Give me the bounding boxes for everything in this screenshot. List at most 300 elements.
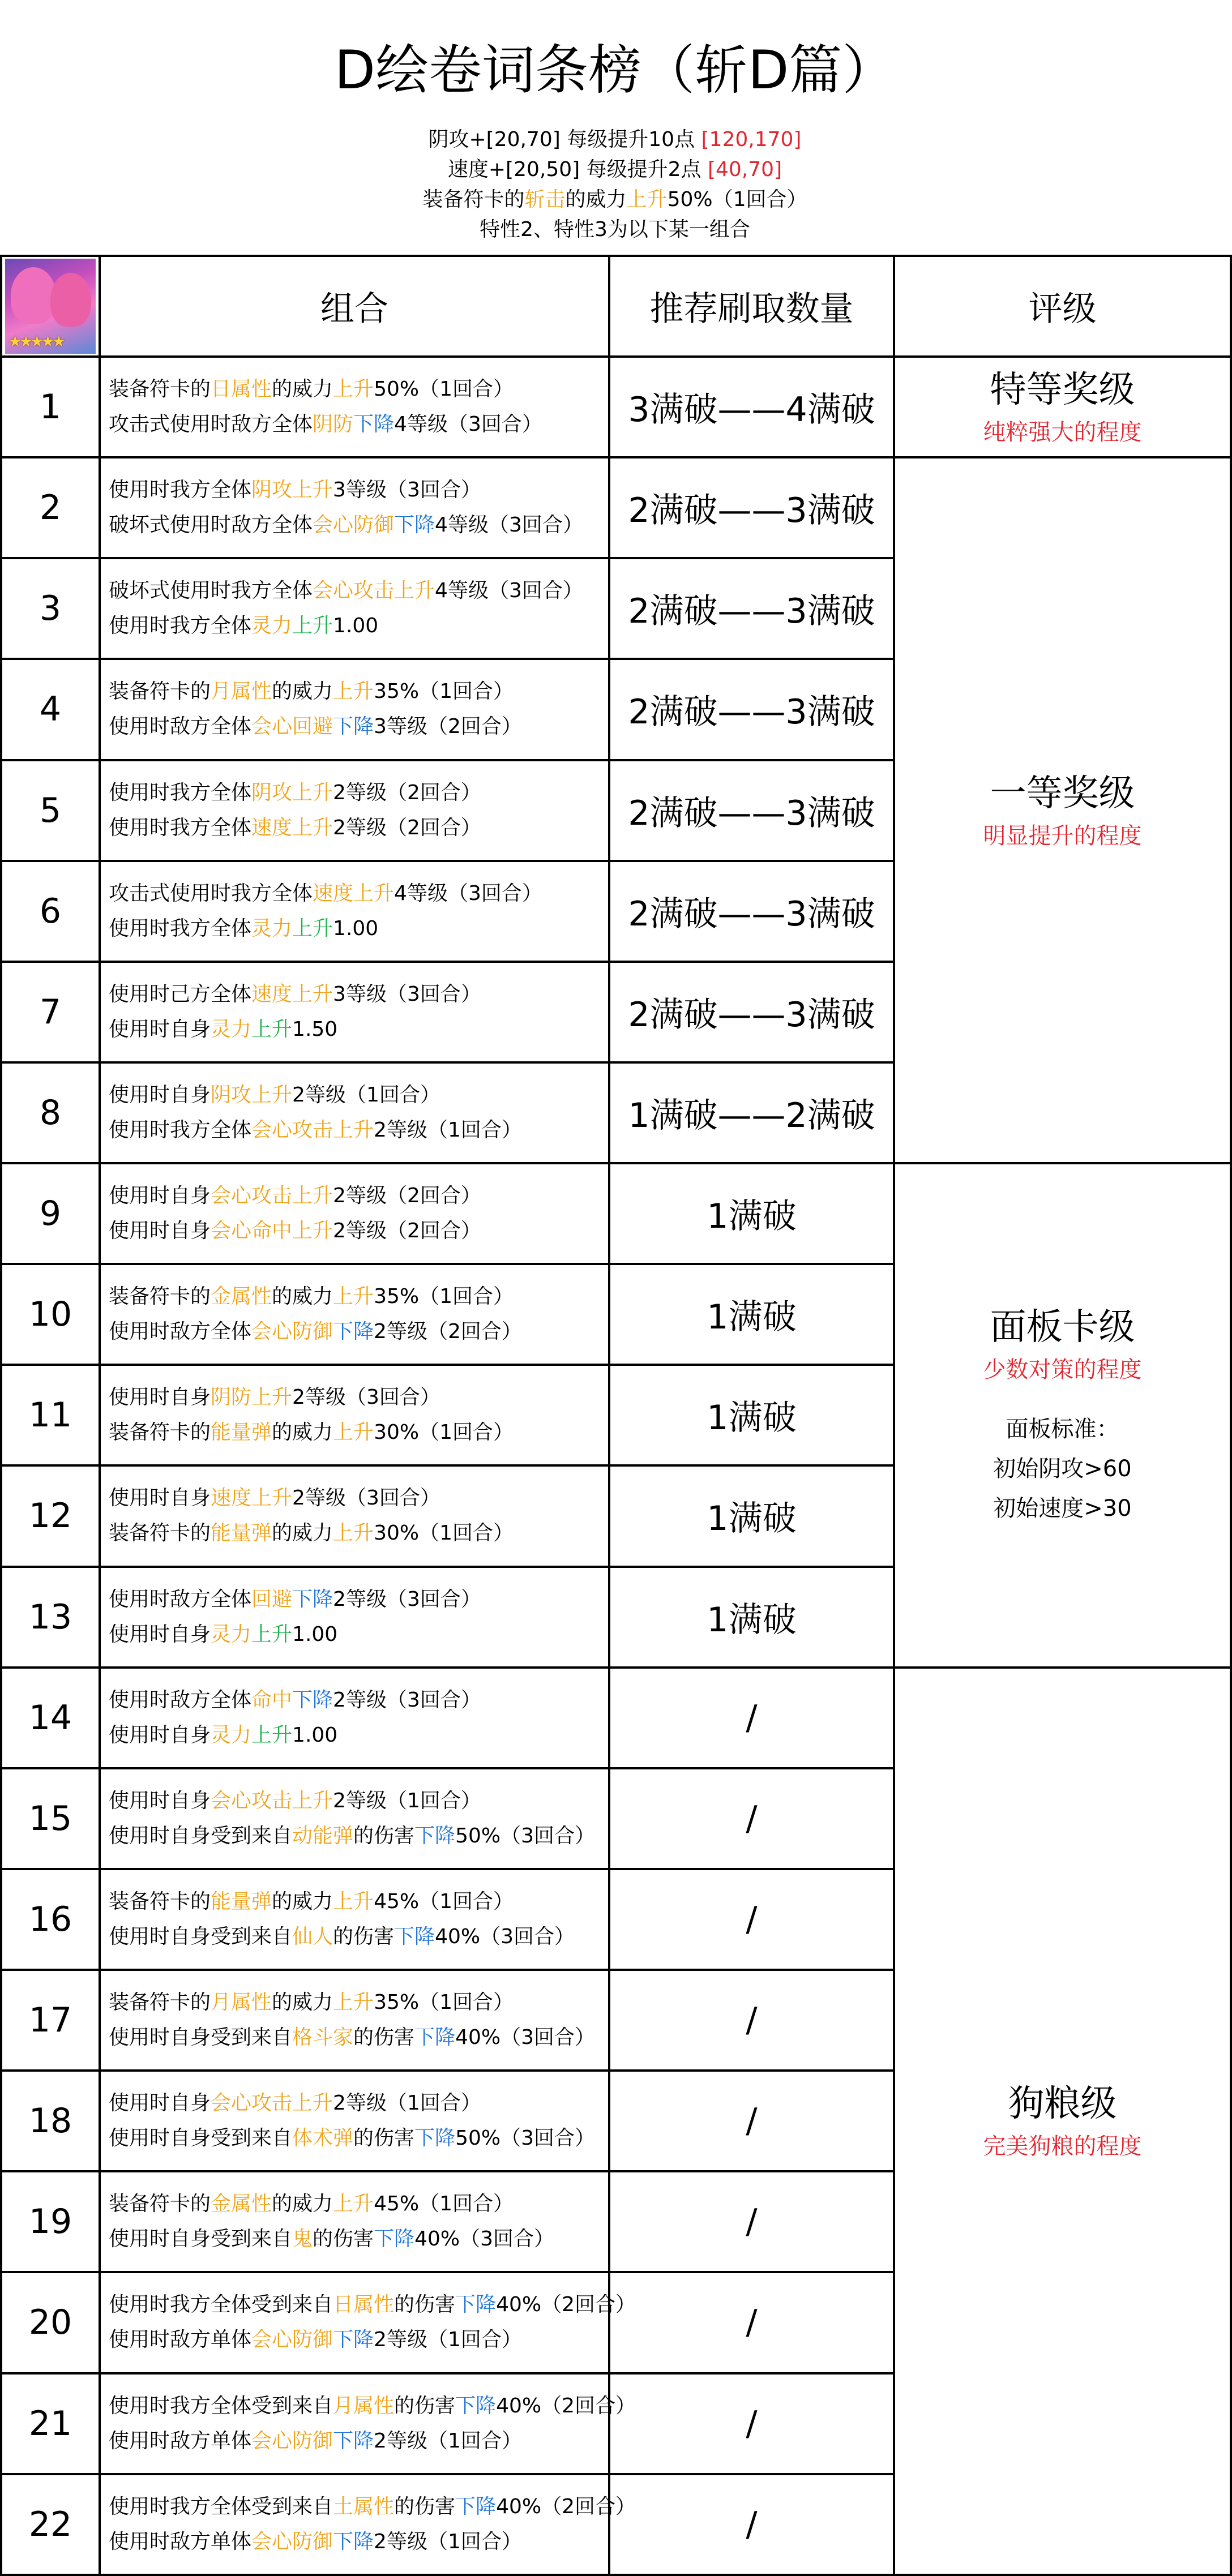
text-segment: 使用时我方全体 (109, 614, 252, 638)
text-segment: 日属性 (333, 2293, 395, 2317)
text-segment: 40%（3回合） (435, 1925, 575, 1948)
text-segment: 金属性 (211, 1285, 272, 1309)
text-segment: 阴攻+[20,70] 每级提升10点 (428, 128, 701, 151)
text-segment: 4等级（3回合） (394, 881, 542, 905)
text-segment: 速度 (251, 816, 293, 839)
row-number: 3 (1, 558, 100, 659)
combo-description (100, 1264, 609, 1365)
text-segment: 使用时敌方全体 (109, 1688, 252, 1712)
recommended-qty: 2满破——3满破 (609, 861, 894, 962)
text-segment: 上升 (292, 614, 333, 638)
text-segment: 的威力 (272, 378, 333, 401)
panel-standard-line: 初始阴攻>60 (993, 1456, 1132, 1482)
text-segment: 50%（1回合） (374, 378, 514, 401)
row-number: 18 (1, 2071, 100, 2171)
text-segment: 使用时我方全体 (109, 916, 252, 940)
combo-line (109, 1415, 608, 1450)
text-segment: 上升 (251, 1017, 293, 1041)
text-segment: 上升 (251, 1386, 293, 1409)
combo-description (100, 1163, 609, 1264)
text-segment: 阴攻 (251, 781, 293, 804)
text-segment: 上升 (292, 2091, 333, 2115)
text-segment: 使用时我方全体 (109, 478, 252, 502)
text-segment: 上升 (333, 1521, 374, 1545)
combo-description (100, 962, 609, 1062)
combo-line (109, 573, 608, 608)
text-segment: 上升 (292, 478, 333, 502)
recommended-qty: 1满破 (609, 1264, 894, 1365)
text-segment: 2等级（1回合） (374, 2328, 522, 2352)
row-number: 9 (1, 1163, 100, 1264)
text-segment: 上升 (333, 378, 374, 401)
text-segment: 的伤害 (394, 2394, 456, 2418)
text-segment: 斩击 (524, 188, 566, 211)
text-segment: 会心防御 (313, 513, 395, 537)
text-segment: 下降 (333, 715, 374, 739)
combo-description (100, 1668, 609, 1768)
text-segment: 阴防 (313, 413, 354, 436)
text-segment: 50%（1回合） (667, 188, 807, 211)
recommended-qty: 2满破——3满破 (609, 962, 894, 1062)
combo-line (109, 508, 608, 543)
grade-cell (894, 457, 1231, 1163)
text-segment: 30%（1回合） (374, 1421, 514, 1445)
table-row (1, 357, 1231, 457)
entry-ranking-table (0, 255, 1232, 2576)
text-segment: 装备符卡的 (109, 2192, 211, 2216)
combo-line (109, 1214, 608, 1249)
intro-line-2 (0, 156, 1230, 184)
text-segment: 月属性 (211, 1991, 272, 2014)
row-number: 17 (1, 1970, 100, 2071)
combo-line (109, 1617, 608, 1652)
combo-line (109, 2222, 608, 2257)
text-segment: 鬼 (292, 2227, 313, 2251)
text-segment: 下降 (333, 1320, 374, 1344)
text-segment: 下降 (455, 2494, 497, 2518)
recommended-qty: 1满破 (609, 1567, 894, 1668)
combo-description (100, 659, 609, 760)
text-segment: 使用时我方全体 (109, 1118, 252, 1142)
text-segment: 的威力 (272, 1421, 333, 1445)
text-segment: 4等级（3回合） (435, 513, 583, 537)
table-row (1, 1163, 1231, 1264)
recommended-qty: 1满破 (609, 1365, 894, 1465)
text-segment: 2等级（3回合） (333, 1688, 481, 1712)
text-segment: 使用时自身 (109, 1083, 211, 1107)
text-segment: 50%（3回合） (455, 2127, 595, 2150)
text-segment: 阴攻 (251, 478, 293, 502)
text-segment: 格斗家 (292, 2026, 354, 2050)
text-segment: 50%（3回合） (455, 1824, 595, 1848)
grade-name: 一等奖级 (990, 772, 1135, 815)
text-segment: 装备符卡的 (109, 680, 211, 704)
recommended-qty: / (609, 1768, 894, 1869)
grade-name: 特等奖级 (990, 369, 1135, 412)
recommended-qty: 2满破——3满破 (609, 457, 894, 558)
text-segment: 上升 (292, 1219, 333, 1243)
text-segment: 上升 (251, 1622, 293, 1646)
text-segment: 的伤害 (353, 2026, 415, 2050)
recommended-qty: 2满破——3满破 (609, 558, 894, 659)
text-segment: 下降 (333, 2429, 374, 2453)
table-row (1, 457, 1231, 558)
text-segment: 命中 (251, 1688, 293, 1712)
text-segment: 使用时自身 (109, 1789, 211, 1812)
combo-description (100, 1869, 609, 1970)
text-segment: 使用时我方全体 (109, 781, 252, 804)
combo-line (109, 1314, 608, 1349)
row-number: 21 (1, 2373, 100, 2474)
text-segment: 会心防御 (251, 2530, 333, 2553)
text-segment: 4等级（3回合） (435, 579, 583, 603)
text-segment: 会心攻击 (211, 2091, 293, 2115)
text-segment: 下降 (292, 1688, 333, 1712)
combo-line (109, 2524, 608, 2560)
text-segment: 上升 (251, 1083, 293, 1107)
row-number: 8 (1, 1062, 100, 1163)
text-segment: 能量弹 (211, 1521, 272, 1545)
text-segment: 的伤害 (353, 1824, 415, 1848)
text-segment: 下降 (414, 1824, 456, 1848)
text-segment: 使用时敌方全体 (109, 715, 252, 739)
text-segment: 的威力 (272, 2192, 333, 2216)
combo-line (109, 1718, 608, 1753)
text-segment: 的伤害 (333, 1925, 395, 1948)
text-segment: 2等级（3回合） (333, 1587, 481, 1611)
text-segment: 使用时我方全体受到来自 (109, 2494, 333, 2518)
grade-cell (894, 1668, 1231, 2575)
combo-description (100, 2171, 609, 2272)
grade-cell (894, 1163, 1231, 1668)
combo-description (100, 1970, 609, 2071)
text-segment: 上升 (333, 2192, 374, 2216)
combo-line (109, 2389, 636, 2424)
text-segment: 上升 (333, 1285, 374, 1309)
row-number: 20 (1, 2272, 100, 2373)
text-segment: 上升 (333, 1118, 374, 1142)
text-segment: 阴防 (211, 1386, 252, 1409)
grade-name: 狗粮级 (1008, 2083, 1117, 2125)
text-segment: 下降 (353, 413, 395, 436)
row-number: 1 (1, 357, 100, 457)
row-number: 19 (1, 2171, 100, 2272)
combo-description (100, 2474, 636, 2575)
combo-line (109, 876, 608, 911)
text-segment: 使用时自身 (109, 1184, 211, 1208)
text-segment: 会心防御 (251, 1320, 333, 1344)
text-segment: 使用时自身 (109, 1622, 211, 1646)
row-number: 7 (1, 962, 100, 1062)
text-segment: 使用时自身 (109, 1723, 211, 1747)
combo-line (109, 911, 608, 946)
text-segment: 使用时敌方全体 (109, 1587, 252, 1611)
text-segment: 使用时敌方单体 (109, 2328, 252, 2352)
combo-line (109, 1012, 608, 1047)
text-segment: 上升 (292, 916, 333, 940)
text-segment: 4等级（3回合） (394, 413, 542, 436)
text-segment: 的威力 (272, 1521, 333, 1545)
text-segment: 灵力 (251, 614, 293, 638)
text-segment: 能量弹 (211, 1421, 272, 1445)
text-segment: 使用时自身 (109, 1017, 211, 1041)
combo-line (109, 1516, 608, 1551)
text-segment: 40%（2回合） (496, 2394, 636, 2418)
text-segment: 使用时敌方全体 (109, 1320, 252, 1344)
recommended-qty: 2满破——3满破 (609, 760, 894, 861)
text-segment: 使用时自身受到来自 (109, 1925, 293, 1948)
combo-line (109, 2086, 608, 2121)
text-segment: 上升 (292, 1789, 333, 1812)
combo-line (109, 2020, 608, 2055)
combo-line (109, 811, 608, 846)
text-segment: 上升 (292, 1184, 333, 1208)
recommended-qty: 2满破——3满破 (609, 659, 894, 760)
recommended-qty: / (609, 2474, 894, 2575)
recommended-qty: / (609, 2272, 894, 2373)
text-segment: 下降 (292, 1587, 333, 1611)
text-segment: 1.00 (292, 1723, 338, 1747)
combo-line (109, 674, 608, 709)
page-title: D绘卷词条榜（斩D篇） (334, 40, 896, 101)
recommended-qty: / (609, 2373, 894, 2474)
text-segment: 上升 (353, 881, 395, 905)
combo-description (100, 1768, 609, 1869)
text-segment: 会心攻击 (211, 1789, 293, 1812)
text-segment: 40%（2回合） (496, 2494, 636, 2518)
text-segment: 装备符卡的 (109, 1991, 211, 2014)
combo-line (109, 775, 608, 811)
recommended-qty: / (609, 2171, 894, 2272)
text-segment: 45%（1回合） (374, 1889, 514, 1913)
text-segment: 会心攻击 (251, 1118, 333, 1142)
combo-description (100, 357, 609, 457)
text-segment: 灵力 (211, 1723, 252, 1747)
combo-line (109, 1481, 608, 1516)
text-segment: 速度 (251, 982, 293, 1006)
text-segment: 会心攻击 (211, 1184, 293, 1208)
row-number: 4 (1, 659, 100, 760)
text-segment: 40%（3回合） (414, 2227, 554, 2251)
text-segment: [120,170] (701, 128, 802, 151)
text-segment: 装备符卡的 (109, 1889, 211, 1913)
combo-line (109, 2287, 636, 2322)
text-segment: 2等级（1回合） (333, 2091, 481, 2115)
combo-line (109, 608, 608, 644)
combo-line (109, 1279, 608, 1314)
combo-line (109, 1113, 608, 1148)
text-segment: 下降 (414, 2026, 456, 2050)
combo-description (100, 861, 609, 962)
star-rating-icon: ★★★★★ (8, 333, 63, 350)
text-segment: 使用时我方全体受到来自 (109, 2293, 333, 2317)
text-segment: 特性2、特性3为以下某一组合 (480, 218, 750, 241)
text-segment: 40%（2回合） (496, 2293, 636, 2317)
text-segment: 3等级（3回合） (333, 982, 481, 1006)
header-combo: 组合 (100, 256, 609, 357)
panel-standard-line: 面板标准： (1006, 1416, 1119, 1443)
combo-description (100, 2373, 636, 2474)
text-segment: 速度 (211, 1486, 252, 1510)
text-segment: 2等级（3回合） (292, 1386, 440, 1409)
combo-line (109, 2322, 608, 2358)
text-segment: 使用时自身 (109, 1386, 211, 1409)
text-segment: 3等级（2回合） (374, 715, 522, 739)
text-segment: 使用时自身受到来自 (109, 2127, 293, 2150)
text-segment: 上升 (333, 1991, 374, 2014)
combo-line (109, 1380, 608, 1415)
text-segment: 下降 (333, 2328, 374, 2352)
text-segment: 35%（1回合） (374, 680, 514, 704)
text-segment: 1.00 (292, 1622, 338, 1646)
text-segment: 的威力 (565, 188, 627, 211)
text-segment: 使用时己方全体 (109, 982, 252, 1006)
text-segment: 的威力 (272, 1991, 333, 2014)
intro-line-4 (0, 216, 1230, 244)
text-segment: 速度 (313, 881, 354, 905)
text-segment: 攻击式使用时我方全体 (109, 881, 313, 905)
text-segment: 30%（1回合） (374, 1521, 514, 1545)
text-segment: 的伤害 (394, 2293, 456, 2317)
text-segment: 破坏式使用时我方全体 (109, 579, 313, 603)
text-segment: 上升 (292, 982, 333, 1006)
avatar-cell (1, 256, 100, 357)
text-segment: 能量弹 (211, 1889, 272, 1913)
text-segment: 40%（3回合） (455, 2026, 595, 2050)
grade-name: 面板卡级 (990, 1306, 1135, 1349)
text-segment: 装备符卡的 (109, 1421, 211, 1445)
panel-standard-line: 初始速度>30 (993, 1495, 1132, 1522)
combo-description (100, 760, 609, 861)
recommended-qty: 1满破 (609, 1163, 894, 1264)
text-segment: 45%（1回合） (374, 2192, 514, 2216)
text-segment: 2等级（1回合） (374, 1118, 522, 1142)
combo-line (109, 1985, 608, 2020)
text-segment: 上升 (292, 781, 333, 804)
combo-line (109, 407, 608, 442)
row-number: 15 (1, 1768, 100, 1869)
text-segment: 攻击式使用时敌方全体 (109, 413, 313, 436)
header-qty: 推荐刷取数量 (609, 256, 894, 357)
text-segment: 2等级（2回合） (333, 781, 481, 804)
combo-line (109, 2187, 608, 2222)
text-segment: 的伤害 (353, 2127, 415, 2150)
text-segment: 2等级（1回合） (292, 1083, 440, 1107)
row-number: 22 (1, 2474, 100, 2575)
text-segment: 使用时敌方单体 (109, 2530, 252, 2553)
table-header-row (1, 256, 1231, 357)
text-segment: 上升 (292, 816, 333, 839)
combo-line (109, 1582, 608, 1617)
combo-line (109, 1884, 608, 1919)
text-segment: 体术弹 (292, 2127, 354, 2150)
text-segment: 的威力 (272, 1889, 333, 1913)
text-segment: 使用时我方全体 (109, 816, 252, 839)
row-number: 11 (1, 1365, 100, 1465)
text-segment: 下降 (455, 2394, 497, 2418)
text-segment: 使用时自身 (109, 1486, 211, 1510)
combo-line (109, 2489, 636, 2524)
text-segment: 会心攻击 (313, 579, 395, 603)
text-segment: 的威力 (272, 680, 333, 704)
text-segment: 会心回避 (251, 715, 333, 739)
text-segment: 1.00 (333, 916, 379, 940)
text-segment: 2等级（2回合） (374, 1320, 522, 1344)
combo-line (109, 372, 608, 407)
text-segment: 3等级（3回合） (333, 478, 481, 502)
text-segment: 下降 (374, 2227, 415, 2251)
text-segment: 上升 (333, 1889, 374, 1913)
combo-line (109, 2121, 608, 2156)
grade-description: 明显提升的程度 (983, 822, 1142, 849)
combo-line (109, 1919, 608, 1954)
text-segment: 装备符卡的 (109, 378, 211, 401)
combo-description (100, 1062, 609, 1163)
text-segment: 的伤害 (313, 2227, 374, 2251)
text-segment: 破坏式使用时敌方全体 (109, 513, 313, 537)
text-segment: 灵力 (211, 1017, 252, 1041)
grade-cell (894, 357, 1231, 457)
combo-line (109, 977, 608, 1012)
text-segment: 的伤害 (394, 2494, 456, 2518)
text-segment: 使用时自身 (109, 2091, 211, 2115)
recommended-qty: / (609, 2071, 894, 2171)
text-segment: 装备符卡的 (109, 1285, 211, 1309)
combo-line (109, 1178, 608, 1214)
text-segment: 使用时自身受到来自 (109, 2026, 293, 2050)
text-segment: 下降 (394, 1925, 435, 1948)
text-segment: 会心防御 (251, 2429, 333, 2453)
text-segment: 下降 (455, 2293, 497, 2317)
text-segment: 会心防御 (251, 2328, 333, 2352)
text-segment: 上升 (251, 1723, 293, 1747)
combo-description (100, 1567, 609, 1668)
text-segment: 阴攻 (211, 1083, 252, 1107)
combo-line (109, 2424, 608, 2459)
combo-line (109, 1078, 608, 1113)
character-avatar (5, 259, 96, 354)
row-number: 14 (1, 1668, 100, 1768)
combo-line (109, 1784, 608, 1819)
text-segment: 使用时自身受到来自 (109, 1824, 293, 1848)
text-segment: 2等级（1回合） (374, 2530, 522, 2553)
recommended-qty: / (609, 1970, 894, 2071)
combo-description (100, 2272, 636, 2373)
intro-line-3 (0, 186, 1230, 214)
text-segment: 仙人 (292, 1925, 333, 1948)
text-segment: 灵力 (251, 916, 293, 940)
text-segment: 2等级（1回合） (333, 1789, 481, 1812)
combo-line (109, 1683, 608, 1718)
text-segment: 使用时自身受到来自 (109, 2227, 293, 2251)
text-segment: 35%（1回合） (374, 1285, 514, 1309)
text-segment: 上升 (626, 188, 668, 211)
header-grade: 评级 (894, 256, 1231, 357)
grade-description: 纯粹强大的程度 (983, 419, 1142, 446)
text-segment: 1.00 (333, 614, 379, 638)
text-segment: 2等级（3回合） (292, 1486, 440, 1510)
recommended-qty: 3满破——4满破 (609, 357, 894, 457)
text-segment: 灵力 (211, 1622, 252, 1646)
text-segment: 会心命中 (211, 1219, 293, 1243)
text-segment: 日属性 (211, 378, 272, 401)
text-segment: 2等级（2回合） (333, 1219, 481, 1243)
text-segment: 下降 (414, 2127, 456, 2150)
grade-description: 完美狗粮的程度 (983, 2133, 1142, 2160)
text-segment: 回避 (251, 1587, 293, 1611)
combo-description (100, 1365, 609, 1465)
row-number: 5 (1, 760, 100, 861)
